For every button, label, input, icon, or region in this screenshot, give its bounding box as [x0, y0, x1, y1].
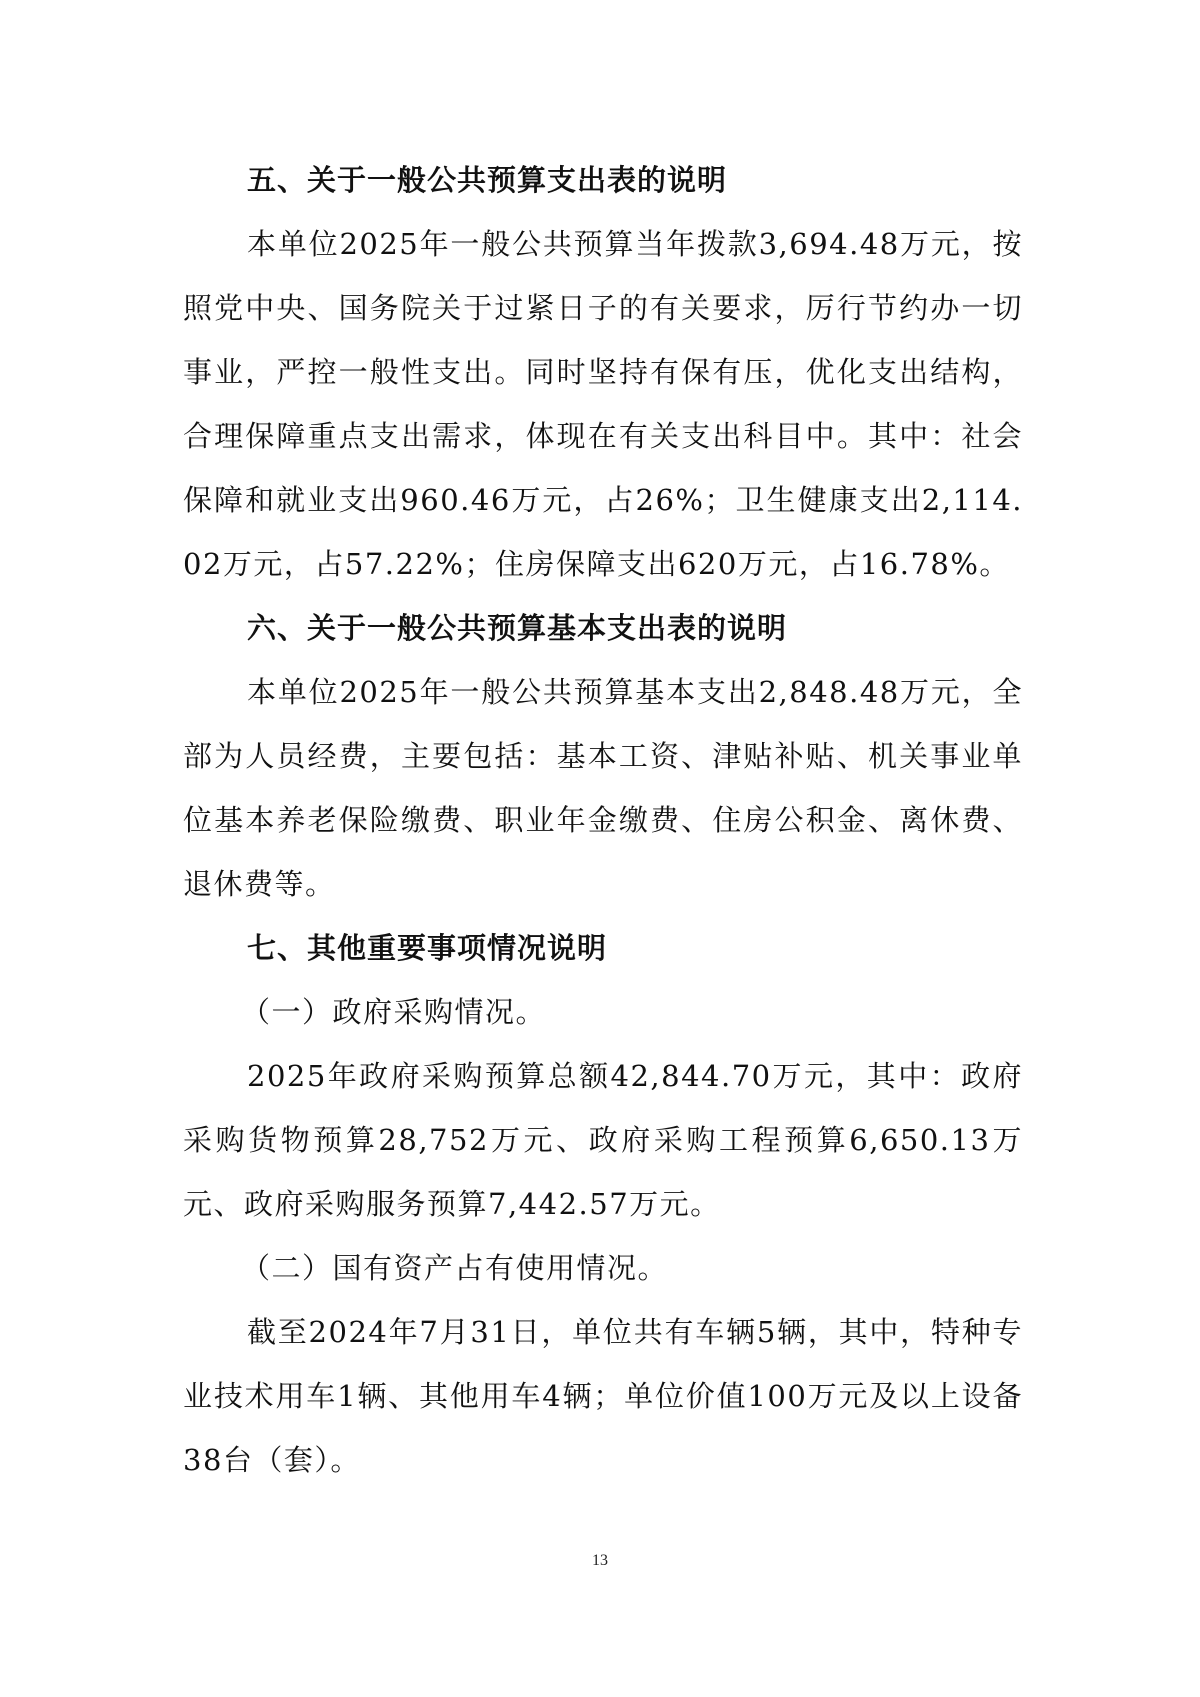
section-5-paragraph: 本单位2025年一般公共预算当年拨款3,694.48万元，按照党中央、国务院关于过紧日子的有关要求，厉行节约办一切事业，严控一般性支出。同时坚持有保有压，优化支出结构，合理保障重点支出需求，体现在有关支出科目中。其中：社会保障和就业支出960.46万元，占26%；卫生健康支出2,114.02万元，占57.22%；住房保障支出620万元，占16.78%。: [183, 227, 1023, 581]
section-6-paragraph: 本单位2025年一般公共预算基本支出2,848.48万元，全部为人员经费，主要包括：基本工资、津贴补贴、机关事业单位基本养老保险缴费、职业年金缴费、住房公积金、离休费、退休费等。: [183, 675, 1023, 901]
page-content: [183, 148, 1023, 1492]
page-number: 13: [592, 1552, 608, 1569]
section-heading-7: 七、其他重要事项情况说明: [247, 931, 608, 965]
section-heading-5: 五、关于一般公共预算支出表的说明: [247, 163, 728, 197]
subsection-paragraph-procurement: 2025年政府采购预算总额42,844.70万元，其中：政府采购货物预算28,752万元、政府采购工程预算6,650.13万元、政府采购服务预算7,442.57万元。: [183, 1059, 1023, 1221]
subsection-title-assets: （二）国有资产占有使用情况。: [241, 1251, 669, 1285]
subsection-paragraph-assets: 截至2024年7月31日，单位共有车辆5辆，其中，特种专业技术用车1辆、其他用车4辆；单位价值100万元及以上设备38台（套）。: [183, 1315, 1023, 1477]
section-heading-6: 六、关于一般公共预算基本支出表的说明: [247, 611, 788, 645]
subsection-title-procurement: （一）政府采购情况。: [241, 995, 547, 1029]
